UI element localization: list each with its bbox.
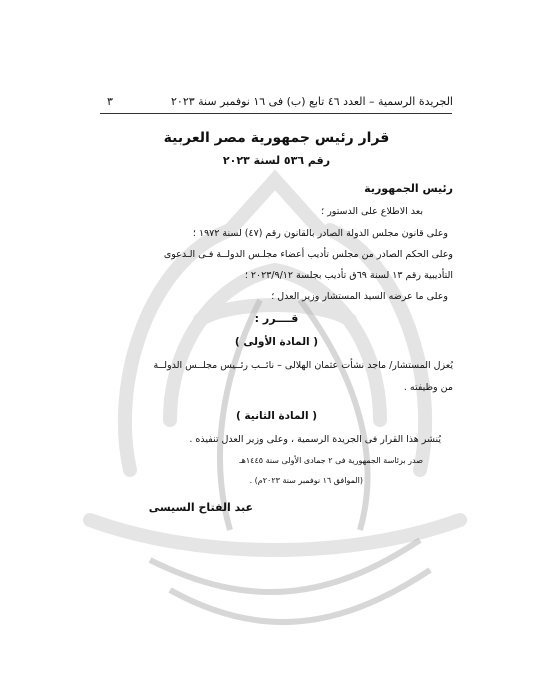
- signature: عبد الفتاح السيسى: [148, 501, 253, 514]
- preamble-line: بعد الاطلاع على الدستور ؛: [321, 206, 423, 217]
- corresponding-date: (الموافق ١٦ نوفمبر سنة ٢٠٢٣م) .: [249, 476, 363, 485]
- issuer-heading: رئيس الجمهورية: [364, 182, 453, 195]
- article-1-text: من وظيفته .: [403, 382, 453, 393]
- article-2-text: يُنشر هذا القرار فى الجريدة الرسمية ، وعلى وزير العدل تنفيذه .: [189, 434, 441, 445]
- header-divider: [100, 113, 452, 114]
- article-1-text: يُعزل المستشار/ ماجد نشأت عثمان الهلالى – نائــب رئــيس مجلــس الدولــة: [153, 360, 453, 371]
- preamble-line: وعلى الحكم الصادر من مجلس تأديب أعضاء مجلـس الدولــة فـى الـدعوى: [163, 249, 453, 260]
- preamble-line: وعلى قانون مجلس الدولة الصادر بالقانون رقم (٤٧) لسنة ١٩٧٢ ؛: [192, 228, 448, 239]
- preamble-line: وعلى ما عرضه السيد المستشار وزير العدل ؛: [271, 291, 448, 302]
- article-1-heading: ( المادة الأولى ): [234, 336, 319, 348]
- decided-heading: قــــرر :: [254, 312, 299, 325]
- issued-at: صدر برئاسة الجمهورية فى ٢ جمادى الأولى سنة ١٤٤٥هـ: [239, 456, 423, 465]
- page-number: ٣: [107, 95, 113, 108]
- gazette-header-line: الجريدة الرسمية – العدد ٤٦ تابع (ب) فى ١٦ نوفمبر سنة ٢٠٢٣: [171, 95, 453, 108]
- preamble-line: التأديبية رقم ١٣ لسنة ٦٩ق تأديب بجلسة ٢٠٢٣/٩/١٢ ؛: [244, 270, 453, 281]
- article-2-heading: ( المادة الثانية ): [235, 410, 318, 422]
- decree-number: رقم ٥٣٦ لسنة ٢٠٢٣: [222, 154, 331, 167]
- decree-title: قرار رئيس جمهورية مصر العربية: [163, 130, 390, 146]
